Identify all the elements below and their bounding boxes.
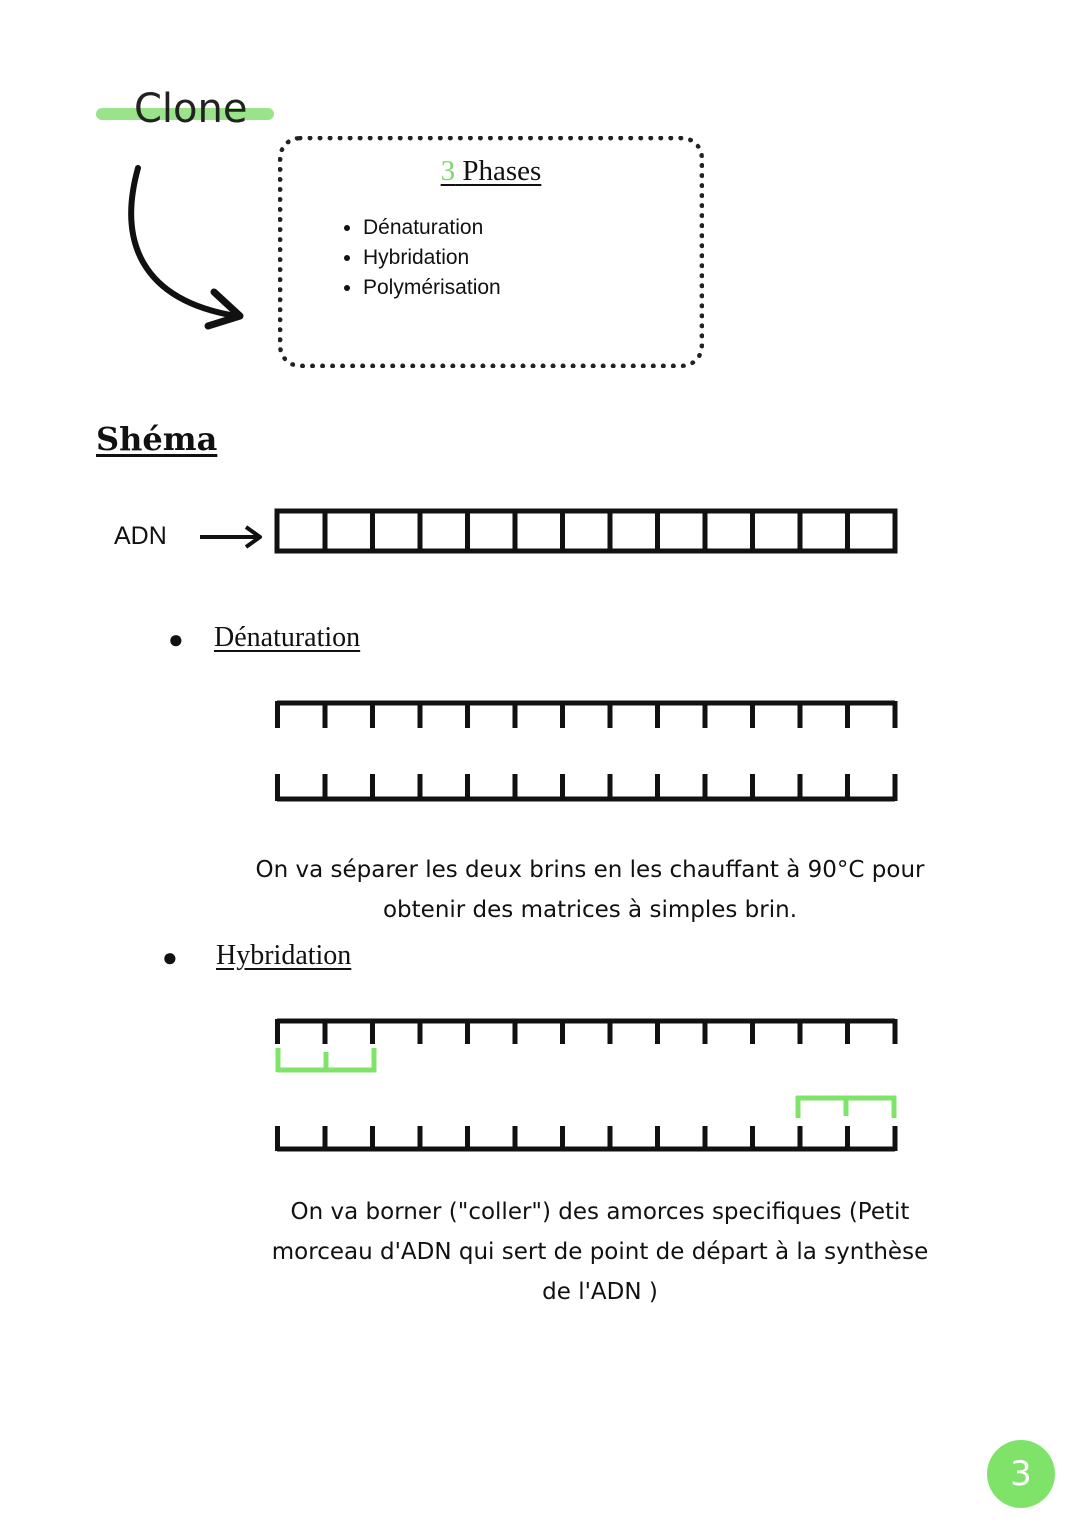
phases-count: 3 [440, 155, 456, 187]
hybridation-top-strand [274, 1016, 900, 1076]
section-label-hybridation: Hybridation [216, 940, 352, 971]
caption-line: On va séparer les deux brins en les chauffant à 90°C pour [255, 857, 925, 883]
primer-bottom [796, 1096, 896, 1118]
caption-line: morceau d'ADN qui sert de point de départ à la synthèse [271, 1239, 929, 1265]
caption-denaturation [250, 850, 930, 930]
single-strand-top [274, 698, 900, 732]
caption-line: On va borner ("coller") des amorces specifiques (Petit [290, 1199, 910, 1225]
section-label-denaturation: Dénaturation [214, 622, 361, 653]
caption-hybridation [250, 1192, 950, 1312]
list-item: • Polymérisation [363, 273, 501, 303]
right-arrow-icon [198, 522, 264, 552]
phases-label: Phases [462, 155, 542, 187]
primer-top [277, 1048, 376, 1072]
page-number: 3 [1010, 1454, 1032, 1494]
caption-line: obtenir des matrices à simples brin. [382, 897, 798, 923]
page-number-badge [987, 1440, 1055, 1508]
list-item: • Dénaturation [363, 213, 501, 243]
list-item: • Hybridation [363, 243, 501, 273]
bullet-icon: ● [162, 942, 178, 972]
hybridation-bottom-strand [274, 1092, 900, 1156]
page-title: Clone [134, 86, 248, 132]
bullet-icon: ● [168, 624, 184, 654]
dna-rungs [325, 511, 848, 551]
phases-box [278, 136, 704, 368]
caption-line: de l'ADN ) [542, 1279, 658, 1305]
schema-heading: Shéma [96, 420, 218, 458]
dna-double-strand [274, 508, 900, 556]
adn-label: ADN [114, 522, 167, 550]
curved-arrow-icon [110, 160, 260, 340]
phases-title [283, 155, 699, 188]
single-strand-bottom [274, 772, 900, 806]
phases-list [339, 213, 501, 303]
